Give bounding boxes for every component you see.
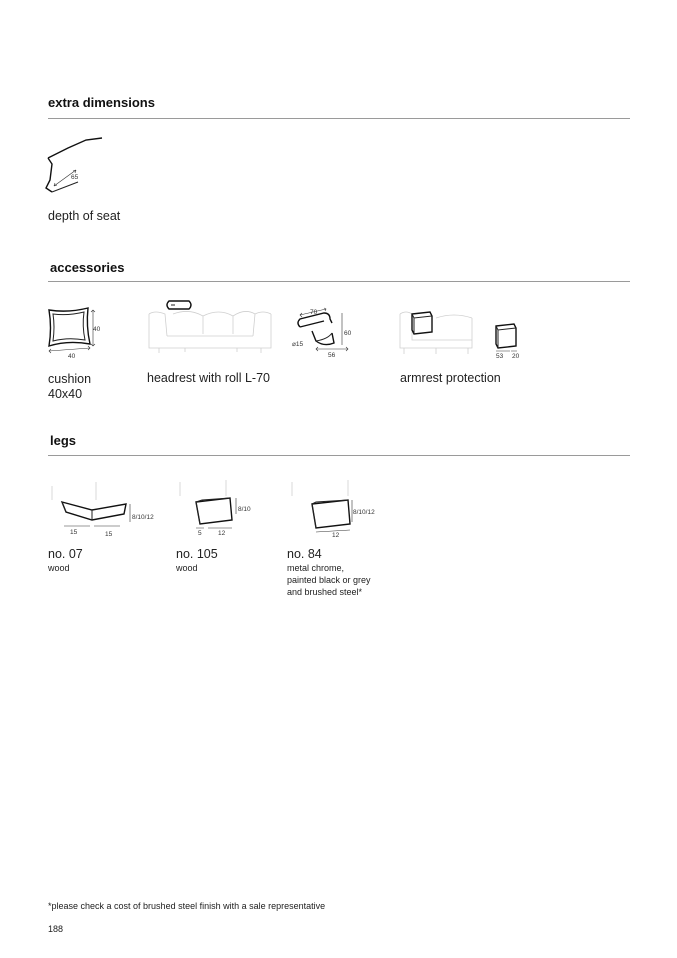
section-divider: [48, 281, 630, 282]
page-number: 188: [48, 924, 64, 934]
leg-84-material-line1: metal chrome,: [287, 563, 345, 573]
roll-height-dim: 60: [344, 330, 352, 337]
leg-105-dim-a: 5: [198, 530, 202, 537]
headrest-label: headrest with roll L-70: [147, 371, 270, 385]
leg-84-dim-a: 12: [332, 532, 340, 539]
roll-depth-dim: 56: [328, 352, 336, 359]
section-title-accessories: accessories: [50, 260, 125, 275]
leg-84-height-dim: 8/10/12: [353, 509, 375, 516]
leg-84-material-line3: and brushed steel*: [287, 587, 363, 597]
leg-07-height-dim: 8/10/12: [132, 514, 154, 521]
leg-07-material: wood: [48, 563, 70, 573]
leg-07-dim-b: 15: [105, 531, 113, 538]
leg-105-height-dim: 8/10: [238, 506, 251, 513]
section-divider: [48, 118, 630, 119]
leg-84-drawing: [286, 478, 386, 540]
leg-105-dim-b: 12: [218, 530, 226, 537]
roll-diameter-dim: ⌀15: [292, 341, 304, 348]
cushion-height-dim: 40: [93, 326, 101, 333]
section-divider: [48, 455, 630, 456]
depth-of-seat-drawing: [40, 130, 120, 205]
headrest-sofa-drawing: [145, 296, 280, 358]
armrest-width-dim: 20: [512, 353, 520, 360]
cushion-width-dim: 40: [68, 353, 76, 360]
depth-dim-label: 65: [71, 174, 79, 181]
armrest-label: armrest protection: [400, 371, 501, 385]
section-title-extra-dimensions: extra dimensions: [48, 95, 155, 110]
armrest-cover-drawing: [490, 320, 530, 362]
cushion-label-line2: 40x40: [48, 387, 83, 401]
leg-105-drawing: [176, 478, 266, 540]
footnote: *please check a cost of brushed steel finish with a sale representative: [48, 901, 326, 911]
leg-07-drawing: [50, 478, 160, 540]
headrest-roll-drawing: [290, 305, 370, 363]
depth-of-seat-label: depth of seat: [48, 209, 121, 223]
leg-105-name: no. 105: [176, 547, 218, 561]
cushion-label-line1: cushion: [48, 372, 92, 386]
leg-84-name: no. 84: [287, 547, 322, 561]
roll-length-dim: 70: [310, 309, 318, 316]
section-title-legs: legs: [50, 433, 77, 448]
cushion-drawing: [44, 306, 114, 364]
armrest-depth-dim: 53: [496, 353, 504, 360]
leg-07-name: no. 07: [48, 547, 83, 561]
armrest-sofa-drawing: [396, 304, 476, 360]
leg-84-material-line2: painted black or grey: [287, 575, 371, 585]
leg-07-dim-a: 15: [70, 529, 78, 536]
leg-105-material: wood: [176, 563, 198, 573]
